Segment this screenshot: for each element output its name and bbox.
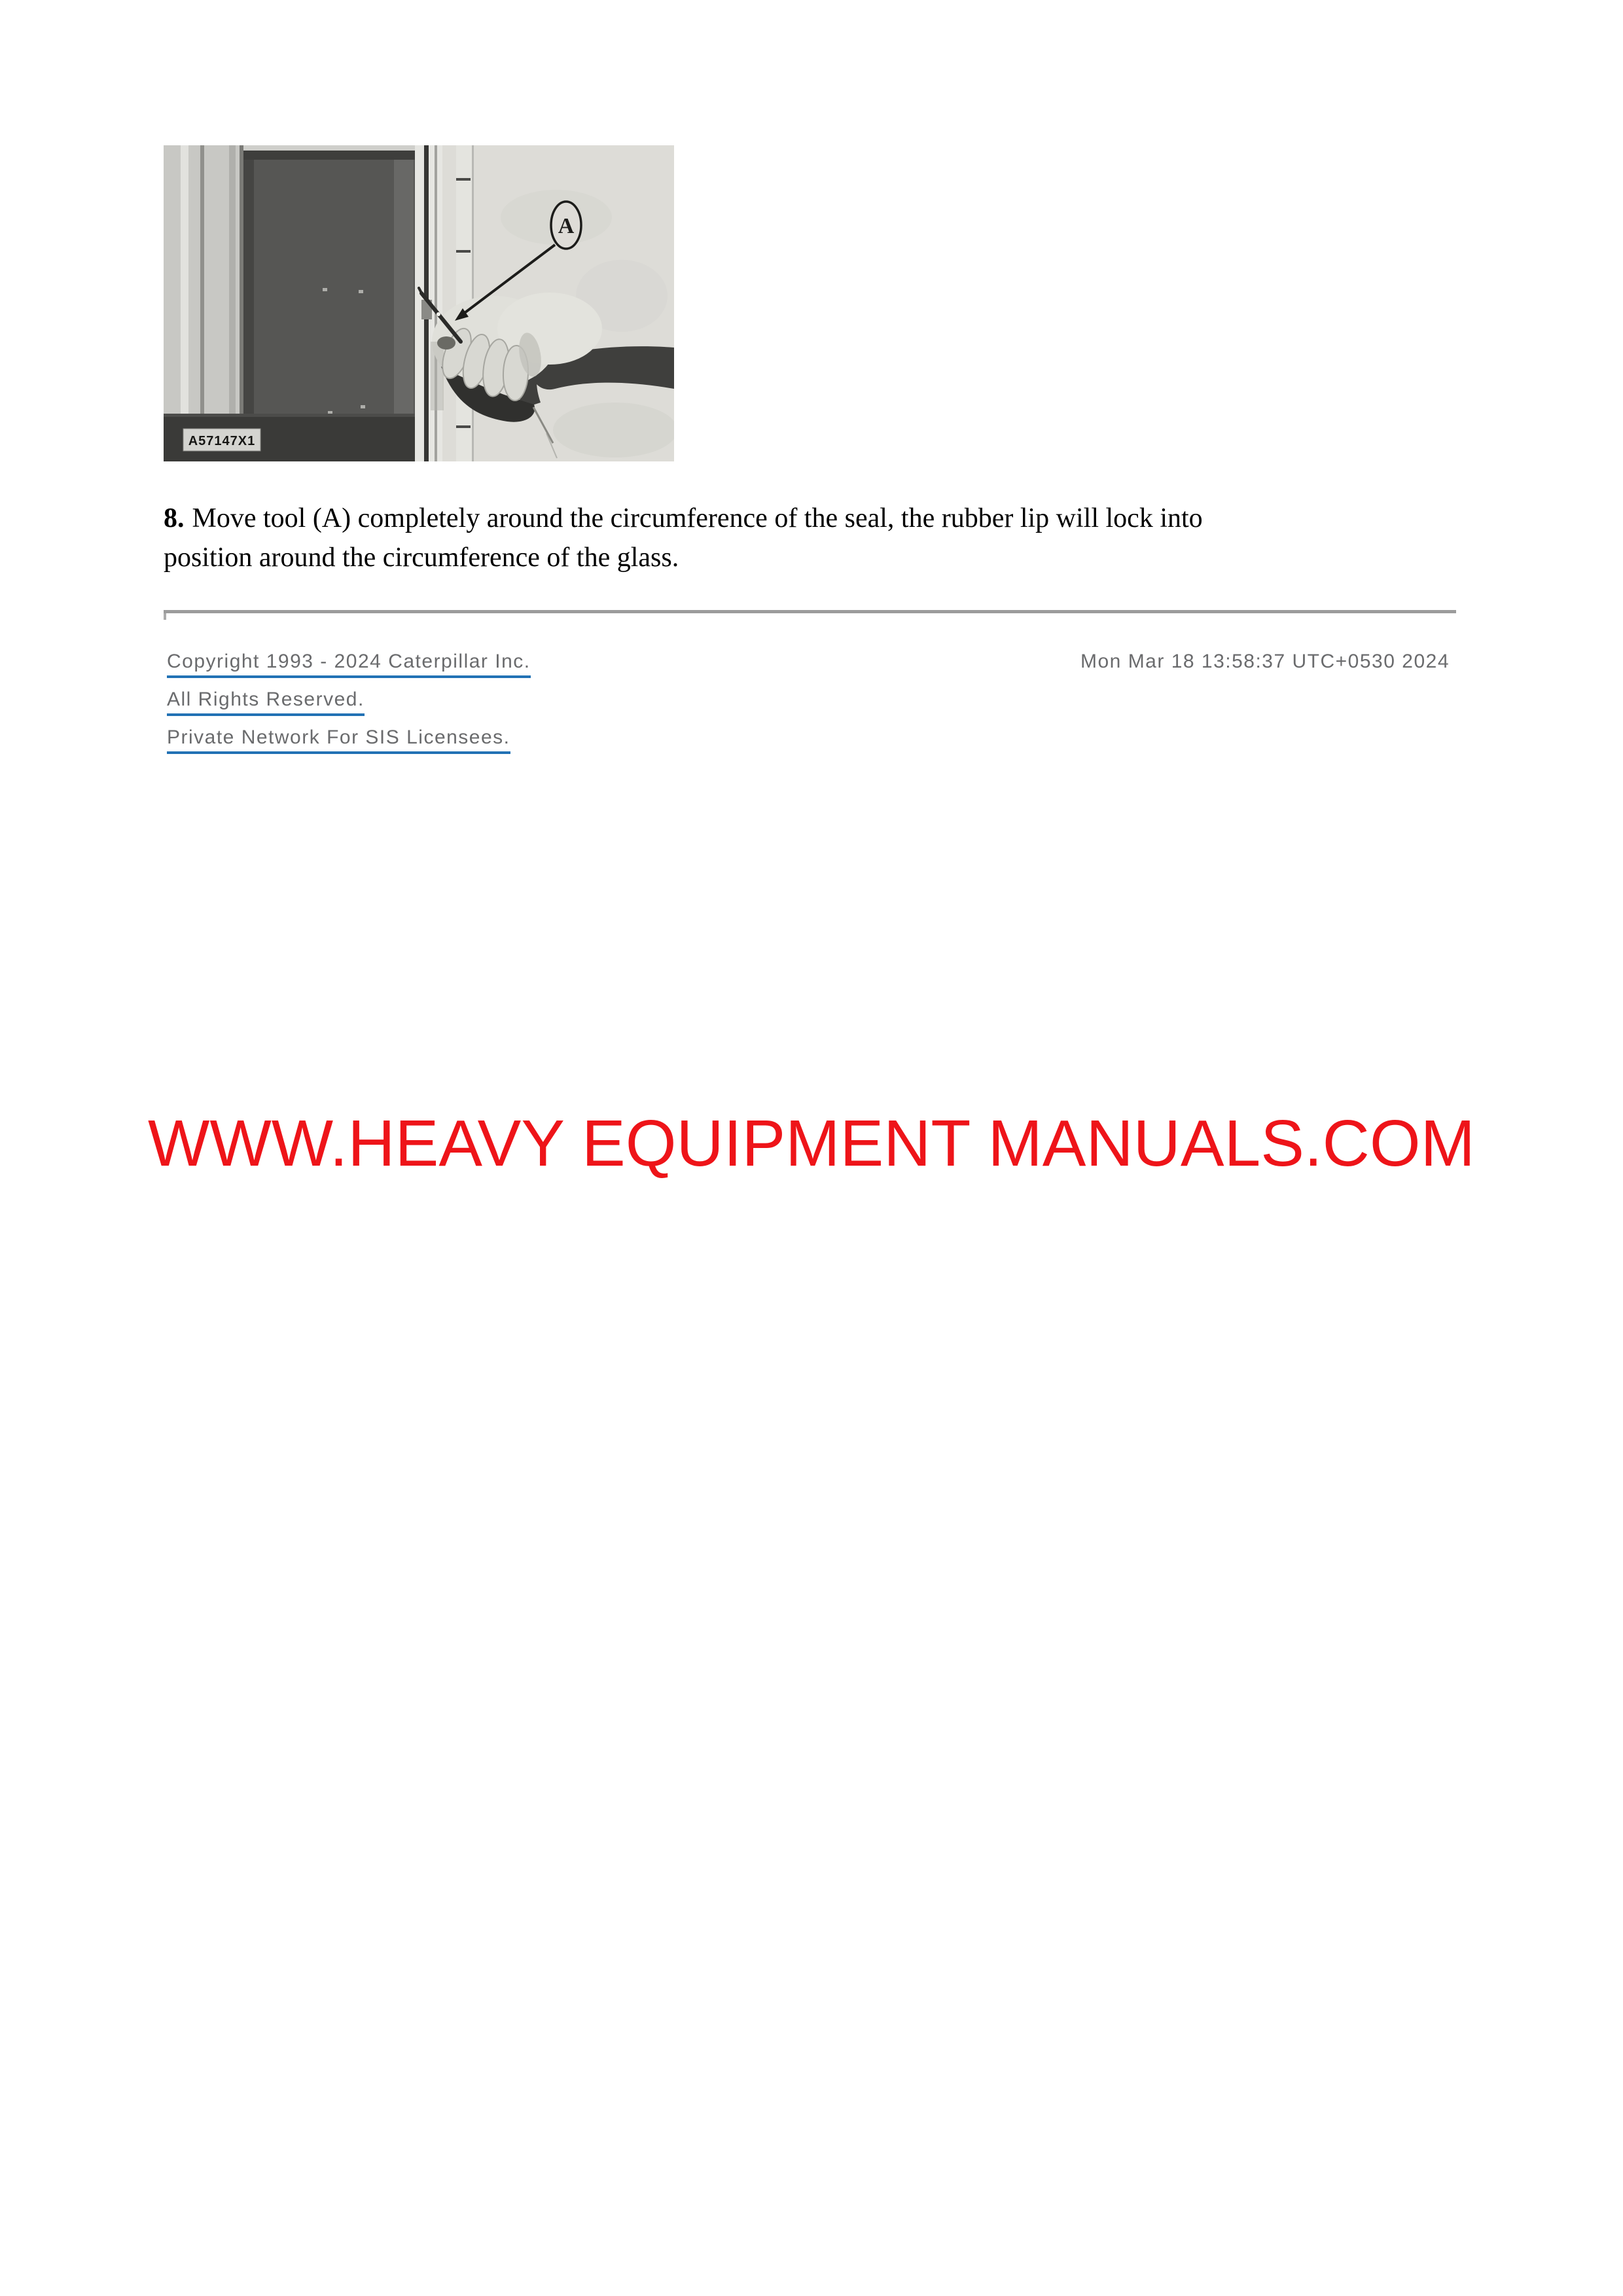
callout-a <box>551 202 581 249</box>
photo-id-label: A57147X1 <box>188 434 256 448</box>
sis-license-link[interactable]: Private Network For SIS Licensees. <box>167 726 510 754</box>
footer-divider-corner <box>164 613 166 620</box>
callout-letter: A <box>558 214 575 238</box>
figure-photo <box>164 145 674 461</box>
seal-tool-photo <box>164 145 674 461</box>
step-number: 8. <box>164 503 185 533</box>
rights-link[interactable]: All Rights Reserved. <box>167 688 365 716</box>
footer-row-copyright <box>167 650 1450 678</box>
footer-row-rights <box>167 688 1450 716</box>
footer-row-network <box>167 726 1450 754</box>
step-instruction <box>164 499 1463 577</box>
step-text-line1: Move tool (A) completely around the circumference of the seal, the rubber lip will lock into <box>192 503 1203 533</box>
copyright-link[interactable]: Copyright 1993 - 2024 Caterpillar Inc. <box>167 650 531 678</box>
footer-divider <box>164 610 1456 613</box>
step-text-line2: position around the circumference of the glass. <box>164 543 679 573</box>
timestamp: Mon Mar 18 13:58:37 UTC+0530 2024 <box>1080 651 1450 672</box>
watermark-text: WWW.HEAVY EQUIPMENT MANUALS.COM <box>148 1107 1475 1180</box>
